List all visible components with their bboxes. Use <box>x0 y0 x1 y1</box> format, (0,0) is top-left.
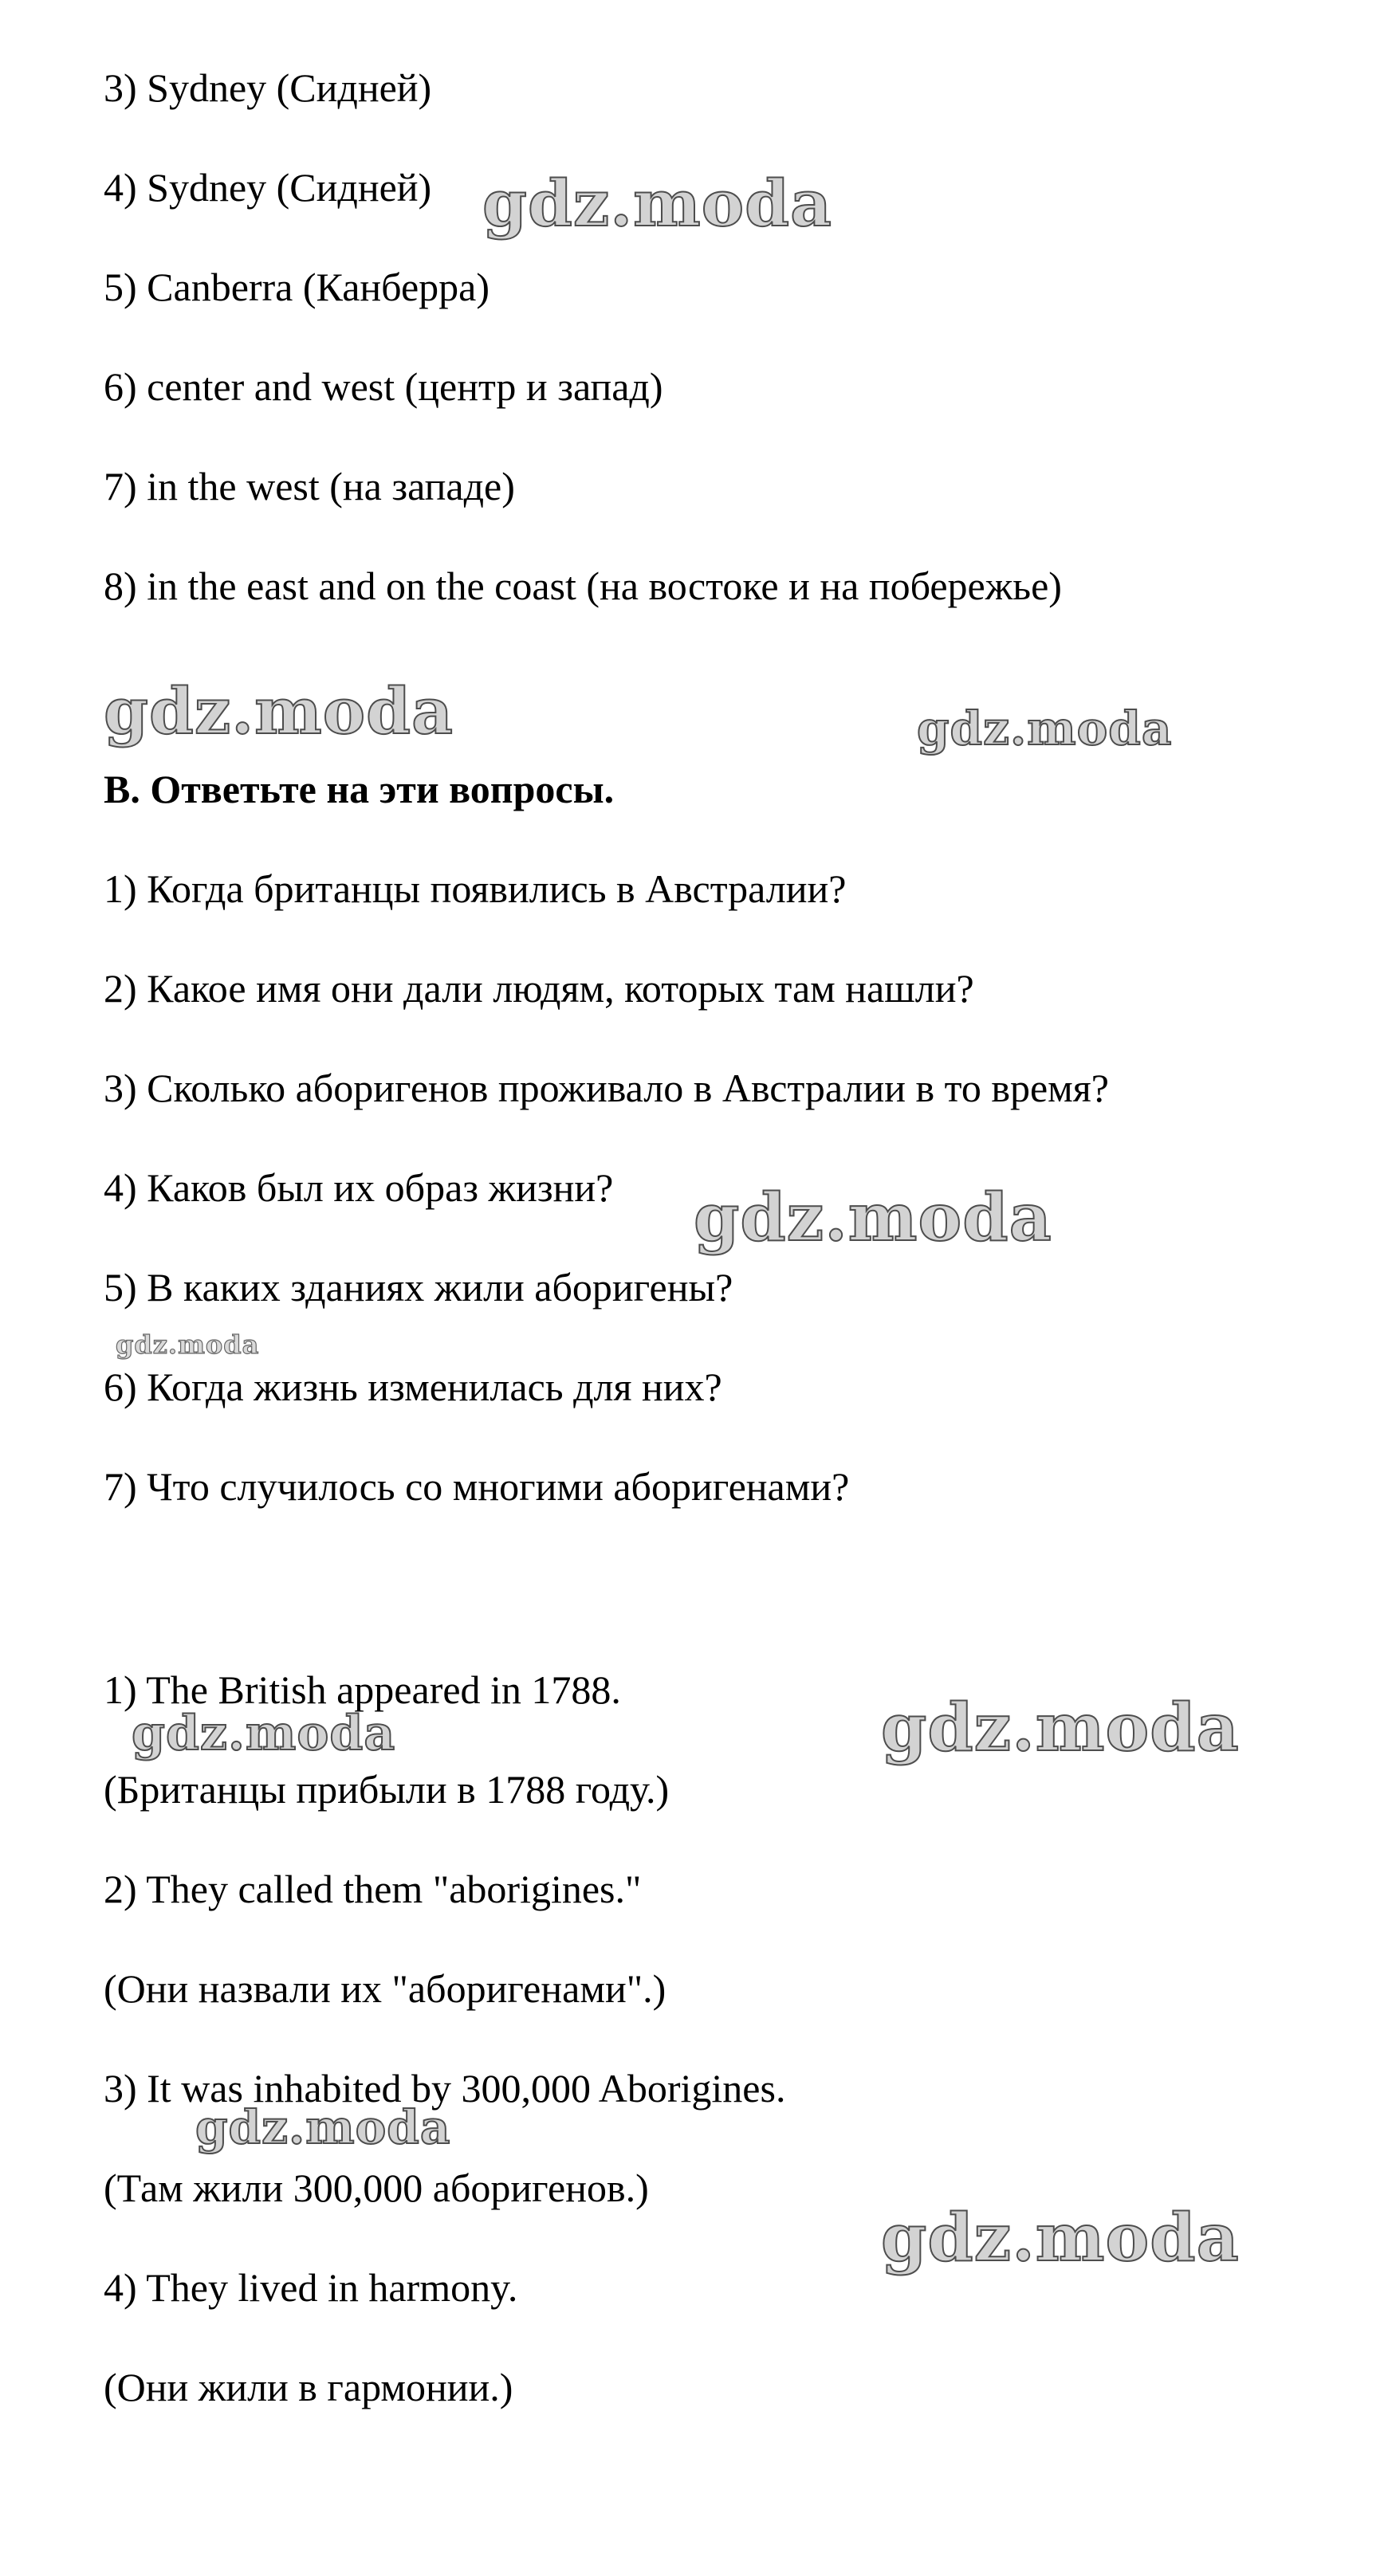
question-line: 4) Каков был их образ жизни? <box>104 1165 614 1210</box>
question-line: 1) Когда британцы появились в Австралии? <box>104 866 847 911</box>
answer-line: 6) center and west (центр и запад) <box>104 364 663 409</box>
translation-line: (Там жили 300,000 аборигенов.) <box>104 2166 649 2210</box>
watermark: gdz.moda <box>881 2200 1240 2276</box>
watermark: gdz.moda <box>694 1180 1052 1256</box>
question-line: 7) Что случилось со многими аборигенами? <box>104 1464 850 1509</box>
answer-line: 4) Sydney (Сидней) <box>104 165 432 210</box>
watermark: gdz.moda <box>917 701 1173 756</box>
answer-line: 3) It was inhabited by 300,000 Aborigines. <box>104 2066 786 2111</box>
answer-line: 7) in the west (на западе) <box>104 464 515 509</box>
translation-line: (Они назвали их "аборигенами".) <box>104 1966 666 2011</box>
question-line: 2) Какое имя они дали людям, которых там нашли? <box>104 966 974 1011</box>
watermark: gdz.moda <box>195 2100 451 2154</box>
question-line: 5) В каких зданиях жили аборигены? <box>104 1265 733 1310</box>
watermark: gdz.moda <box>132 1706 396 1761</box>
question-line: 3) Сколько аборигенов проживало в Австралии в то время? <box>104 1066 1109 1110</box>
watermark: gdz.moda <box>482 166 832 241</box>
answer-line: 4) They lived in harmony. <box>104 2265 518 2310</box>
answer-line: 2) They called them "aborigines." <box>104 1867 642 1911</box>
watermark: gdz.moda <box>116 1329 260 1360</box>
answer-line: 8) in the east and on the coast (на востоке и на побережье) <box>104 564 1062 608</box>
watermark: gdz.moda <box>104 673 454 748</box>
answer-line: 3) Sydney (Сидней) <box>104 65 432 110</box>
translation-line: (Британцы прибыли в 1788 году.) <box>104 1767 670 1812</box>
translation-line: (Они жили в гармонии.) <box>104 2365 513 2409</box>
section-heading: B. Ответьте на эти вопросы. <box>104 767 615 811</box>
watermark: gdz.moda <box>881 1690 1240 1766</box>
answer-line: 5) Canberra (Канберра) <box>104 265 490 309</box>
question-line: 6) Когда жизнь изменилась для них? <box>104 1365 722 1409</box>
answer-line: 1) The British appeared in 1788. <box>104 1667 621 1712</box>
